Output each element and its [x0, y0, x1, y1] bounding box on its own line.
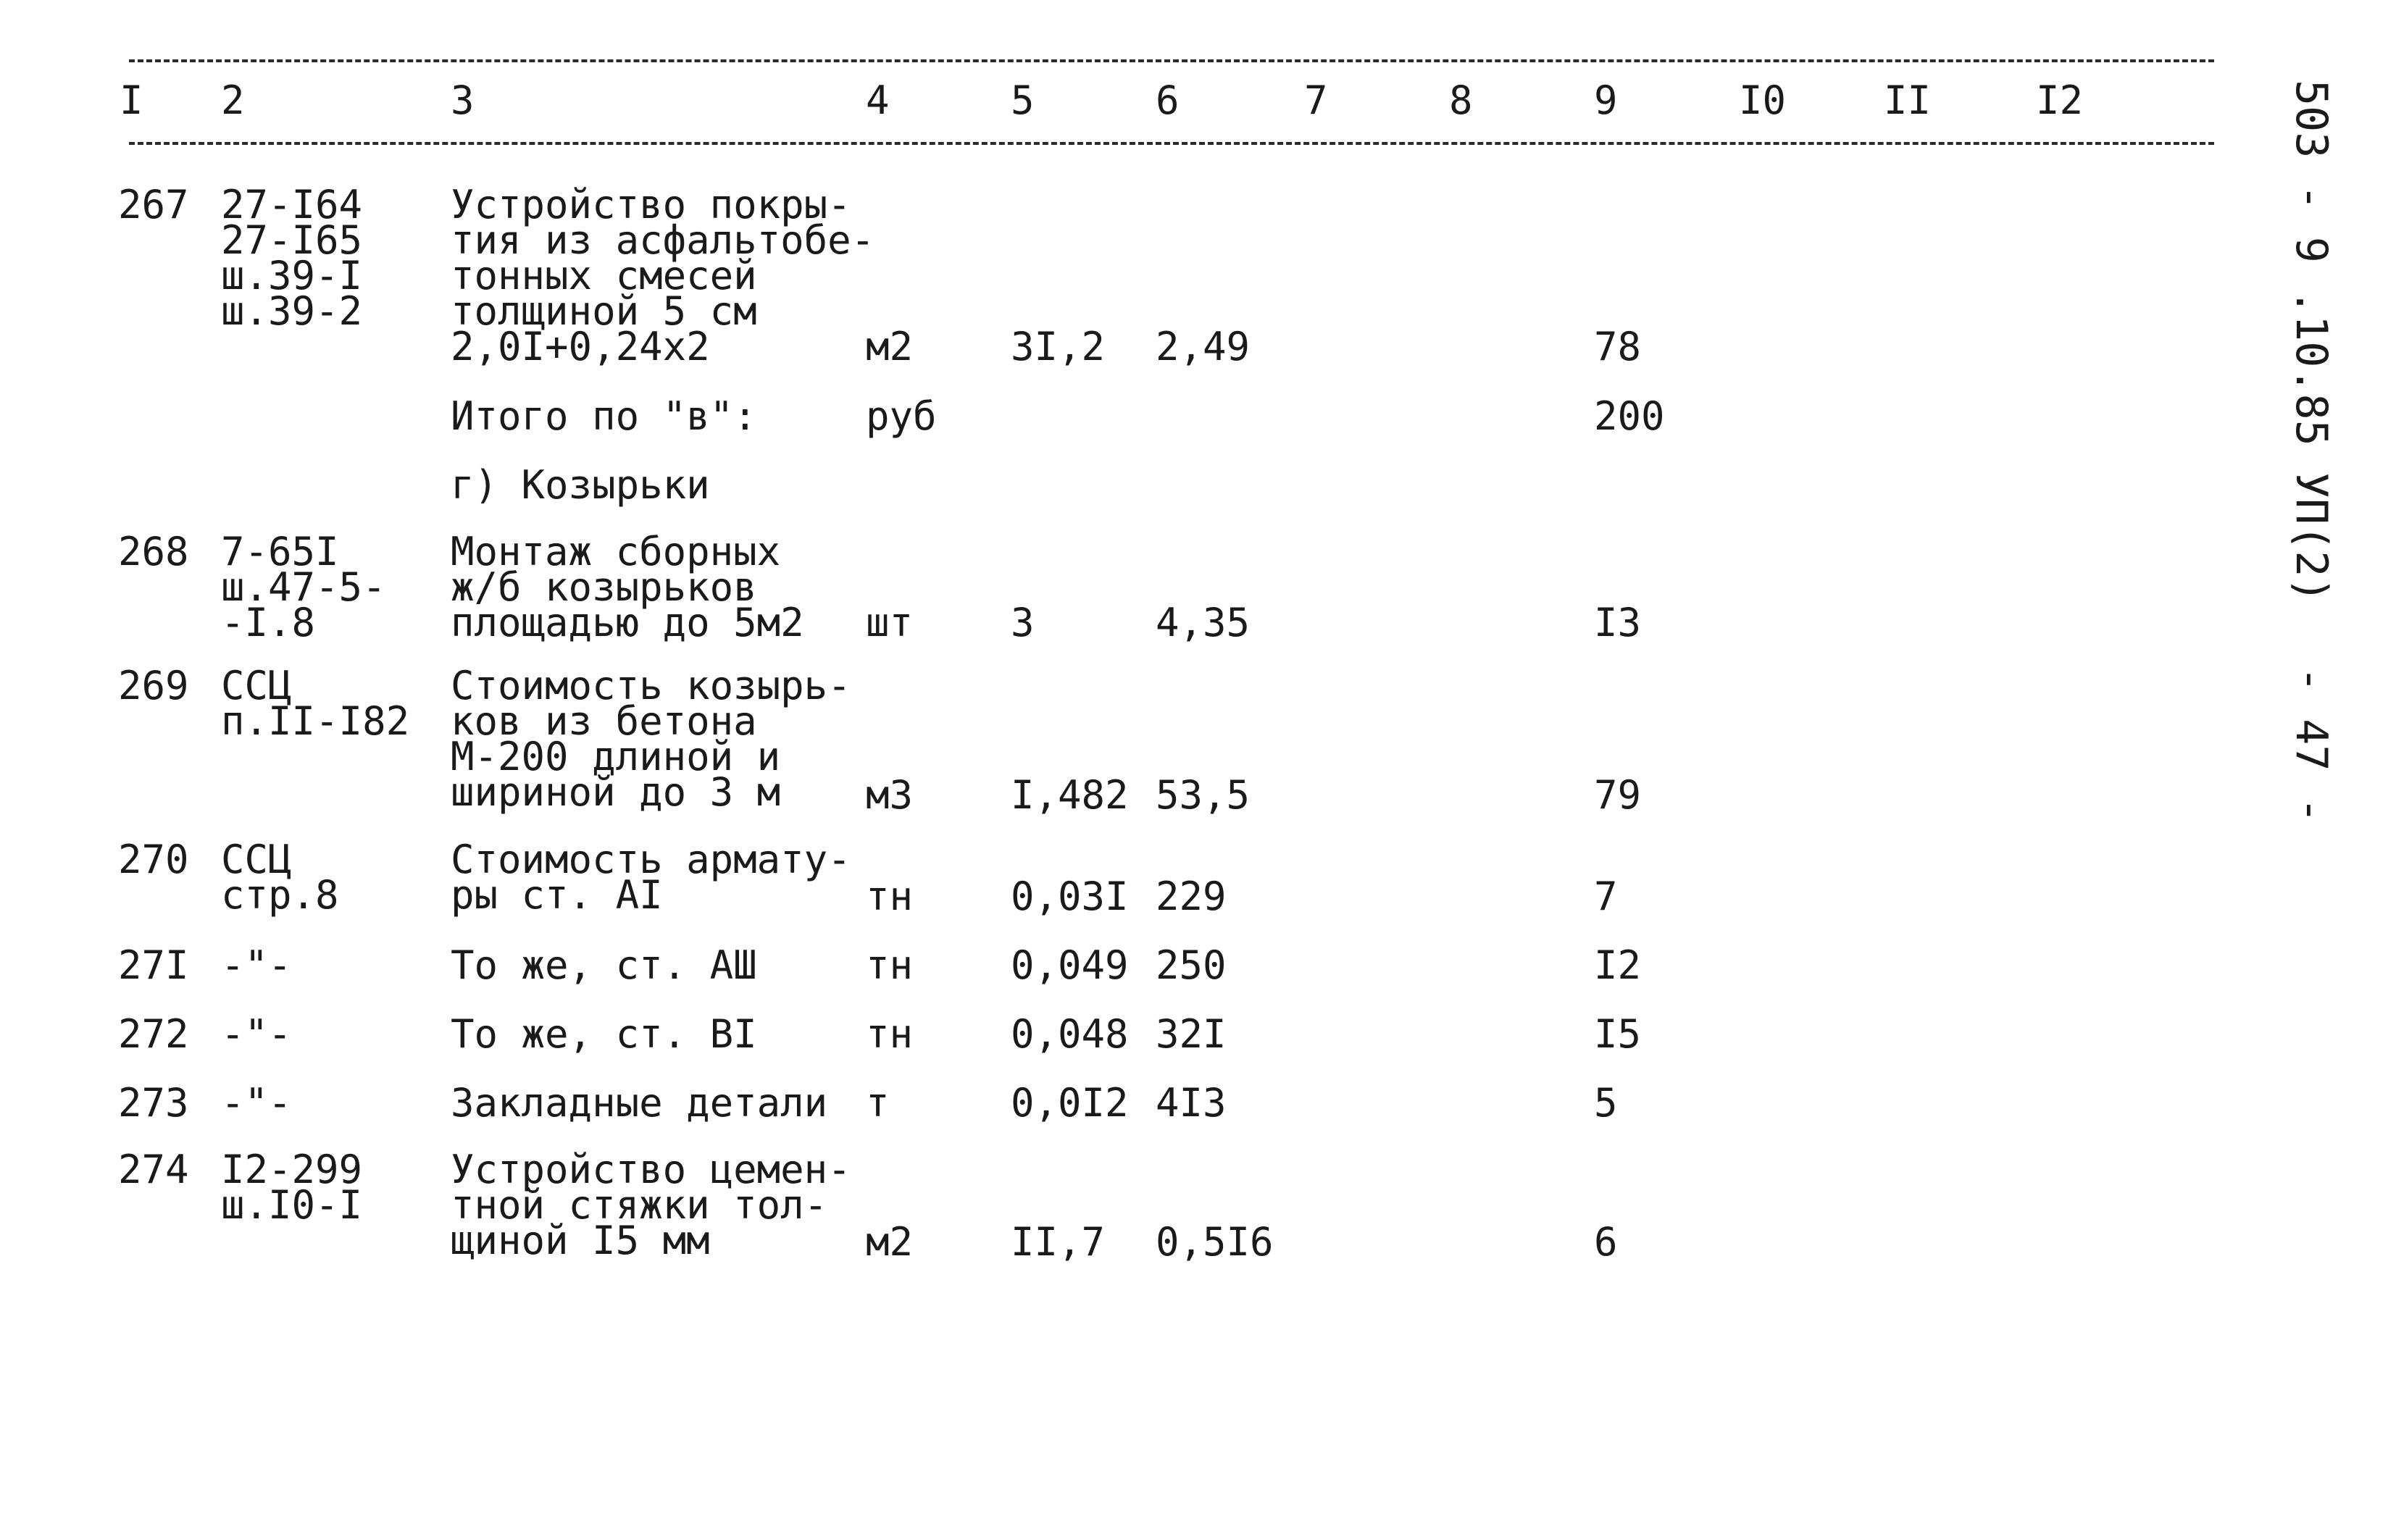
row-number: 269	[118, 663, 189, 708]
row-reference: -"-	[221, 1080, 292, 1126]
header-top-rule	[129, 59, 2214, 62]
row-number: 270	[118, 837, 189, 882]
column-header-11: II	[1884, 78, 1932, 123]
row-unit-price: 229	[1156, 874, 1227, 919]
row-total: 6	[1594, 1219, 1618, 1265]
row-description: Устройство покры- тия из асфальтобе- тонных смесей толщиной 5 см 2,0I+0,24х2	[451, 182, 875, 369]
row-unit: тн	[866, 1011, 914, 1057]
row-unit: м2	[866, 324, 914, 369]
row-description: То же, ст. ВI	[451, 1011, 757, 1057]
row-unit-price: 53,5	[1156, 772, 1251, 818]
row-unit: тн	[866, 874, 914, 919]
subtotal-total: 200	[1594, 393, 1665, 439]
row-unit-price: 32I	[1156, 1011, 1227, 1057]
row-quantity: II,7	[1011, 1219, 1106, 1265]
column-header-4: 4	[866, 78, 890, 123]
row-unit: м2	[866, 1219, 914, 1265]
row-total: 7	[1594, 874, 1618, 919]
row-quantity: 0,0I2	[1011, 1080, 1129, 1126]
row-description: То же, ст. АШ	[451, 942, 757, 988]
row-unit: т	[866, 1080, 890, 1126]
row-number: 267	[118, 182, 189, 227]
row-description: Устройство цемен- тной стяжки тол- щиной I5 мм	[451, 1147, 851, 1263]
row-unit: м3	[866, 772, 914, 818]
row-total: I2	[1594, 942, 1642, 988]
header-bottom-rule	[129, 142, 2214, 145]
subtotal-label: Итого по "в":	[451, 393, 757, 439]
document-code: 503 - 9 .10.85 УП(2)	[2286, 80, 2337, 603]
row-unit-price: 2,49	[1156, 324, 1251, 369]
column-header-9: 9	[1594, 78, 1618, 123]
row-description: Стоимость козырь- ков из бетона М-200 длиной и шириной до 3 м	[451, 663, 851, 815]
row-total: 79	[1594, 772, 1642, 818]
column-header-3: 3	[451, 78, 475, 123]
column-header-7: 7	[1304, 78, 1328, 123]
row-total: 5	[1594, 1080, 1618, 1126]
section-heading: г) Козырьки	[451, 462, 710, 508]
row-total: 78	[1594, 324, 1642, 369]
row-number: 273	[118, 1080, 189, 1126]
row-description: Монтаж сборных ж/б козырьков площадью до 5м2	[451, 529, 804, 645]
column-header-1: I	[120, 78, 143, 123]
row-number: 272	[118, 1011, 189, 1057]
row-reference: ССЦ стр.8	[221, 837, 339, 918]
row-quantity: 3	[1011, 600, 1035, 645]
row-quantity: 0,048	[1011, 1011, 1129, 1057]
page-number: - 47 -	[2286, 666, 2337, 824]
row-total: I3	[1594, 600, 1642, 645]
row-quantity: 3I,2	[1011, 324, 1106, 369]
row-unit: тн	[866, 942, 914, 988]
row-description: Закладные детали	[451, 1080, 828, 1126]
row-unit-price: 0,5I6	[1156, 1219, 1274, 1265]
row-reference: 7-65I ш.47-5- -I.8	[221, 529, 386, 645]
row-number: 268	[118, 529, 189, 574]
subtotal-unit: руб	[866, 393, 937, 439]
row-reference: -"-	[221, 942, 292, 988]
row-reference: I2-299 ш.I0-I	[221, 1147, 363, 1228]
row-unit-price: 250	[1156, 942, 1227, 988]
row-description: Стоимость армату- ры ст. АI	[451, 837, 851, 918]
column-header-12: I2	[2036, 78, 2084, 123]
row-reference: -"-	[221, 1011, 292, 1057]
column-header-10: I0	[1739, 78, 1787, 123]
row-unit-price: 4,35	[1156, 600, 1251, 645]
row-quantity: I,482	[1011, 772, 1129, 818]
row-reference: ССЦ п.II-I82	[221, 663, 410, 744]
row-reference: 27-I64 27-I65 ш.39-I ш.39-2	[221, 182, 363, 334]
column-header-2: 2	[221, 78, 245, 123]
column-header-5: 5	[1011, 78, 1035, 123]
row-total: I5	[1594, 1011, 1642, 1057]
column-header-6: 6	[1156, 78, 1180, 123]
row-unit: шт	[866, 600, 914, 645]
row-quantity: 0,049	[1011, 942, 1129, 988]
row-number: 27I	[118, 942, 189, 988]
row-number: 274	[118, 1147, 189, 1192]
row-unit-price: 4I3	[1156, 1080, 1227, 1126]
row-quantity: 0,03I	[1011, 874, 1129, 919]
column-header-8: 8	[1449, 78, 1473, 123]
